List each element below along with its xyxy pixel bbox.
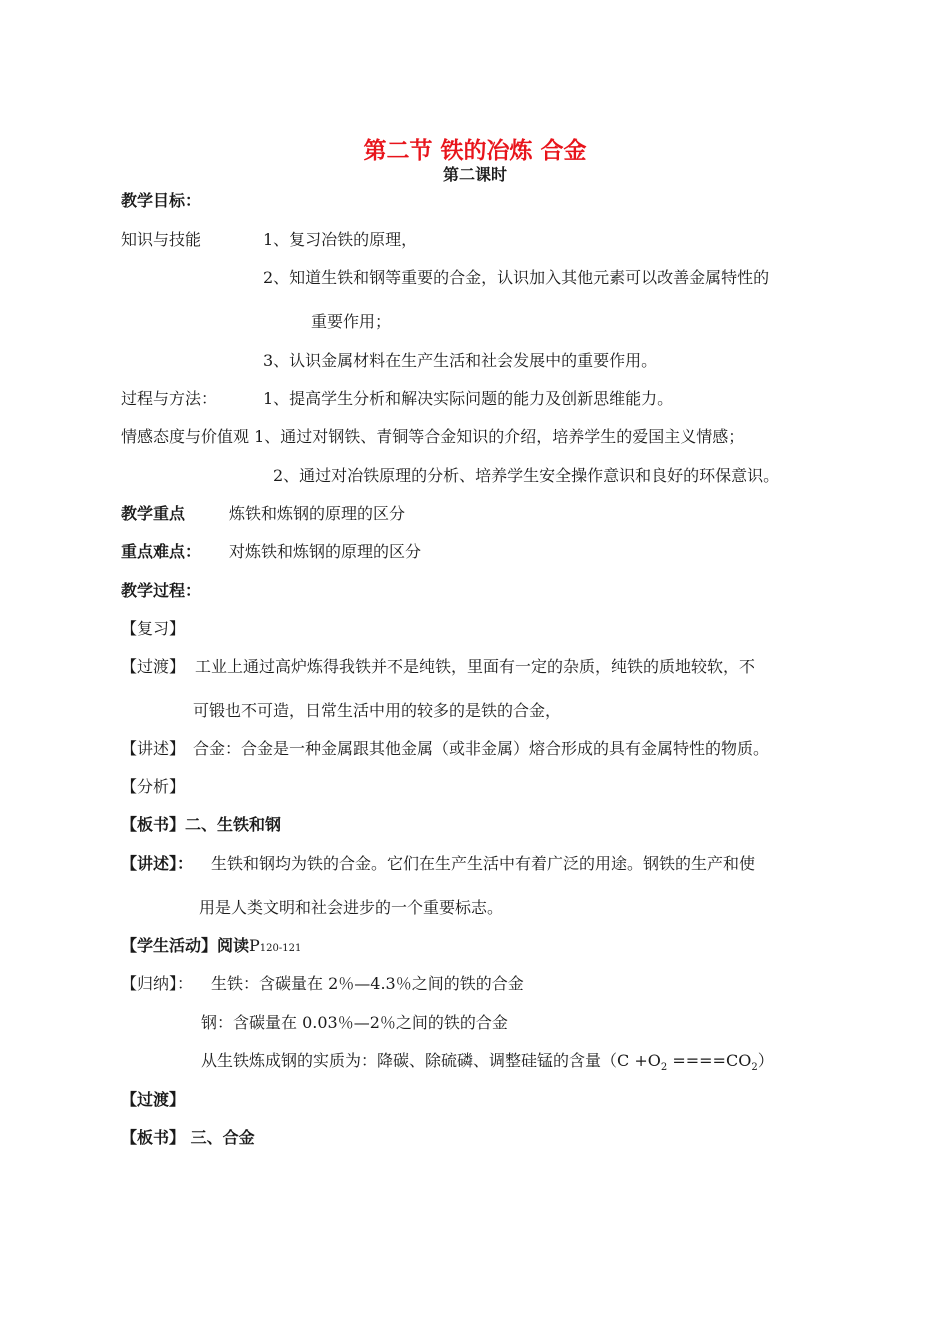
objectives-heading: 教学目标：: [121, 191, 202, 210]
procedure-heading: 教学过程：: [121, 581, 202, 600]
key-point-text: 炼铁和炼钢的原理的区分: [229, 504, 406, 523]
knowledge-item-2b: 重要作用；: [311, 312, 392, 331]
lecture2-label: 【讲述】：: [121, 854, 194, 873]
page-title: 第二节 铁的冶炼 合金: [363, 138, 587, 164]
lecture2-text-a: 生铁和钢均为铁的合金。它们在生产生活中有着广泛的用途。钢铁的生产和使: [211, 854, 756, 873]
board-heading-2: 【板书】 三、合金: [121, 1128, 255, 1147]
transition-label: 【过渡】: [121, 657, 186, 676]
student-activity: [121, 935, 301, 960]
emotion-line: 情感态度与价值观 1、通过对钢铁、青铜等合金知识的介绍，培养学生的爱国主义情感；: [121, 427, 745, 446]
board-heading-1: 【板书】二、生铁和钢: [121, 815, 282, 834]
transition-text-b: 可锻也不可造，日常生活中用的较多的是铁的合金，: [193, 701, 562, 720]
summary-steel: 钢：含碳量在 0.03％—2％之间的铁的合金: [201, 1013, 508, 1032]
knowledge-item-2a: 2、知道生铁和钢等重要的合金，认识加入其他元素可以改善金属特性的: [263, 268, 770, 287]
difficult-point-text: 对炼铁和炼钢的原理的区分: [229, 542, 422, 561]
lecture-label: 【讲述】: [121, 739, 186, 758]
summary-essence: [201, 1050, 774, 1079]
summary-pig-iron: 生铁：含碳量在 2％—4.3％之间的铁的合金: [211, 974, 524, 993]
analysis-tag: 【分析】: [121, 777, 186, 796]
essence-middle: ====CO: [667, 1051, 752, 1070]
emotion-item-2: 2、通过对冶铁原理的分析、培养学生安全操作意识和良好的环保意识。: [273, 466, 780, 485]
activity-page-p: P: [249, 936, 260, 955]
difficult-point-label: 重点难点：: [121, 542, 202, 561]
summary-label: 【归纳】：: [121, 974, 194, 993]
essence-text: 从生铁炼成钢的实质为：降碳、除硫磷、调整硅锰的含量（C +O: [201, 1051, 661, 1070]
page-subtitle: 第二课时: [442, 165, 507, 184]
knowledge-label: 知识与技能: [121, 230, 202, 249]
process-item-1: 1、提高学生分析和解决实际问题的能力及创新思维能力。: [263, 389, 674, 408]
key-point-label: 教学重点: [121, 504, 186, 523]
review-tag: 【复习】: [121, 619, 186, 638]
activity-page-range: 120-121: [259, 943, 302, 954]
knowledge-item-3: 3、认识金属材料在生产生活和社会发展中的重要作用。: [263, 351, 658, 370]
lecture2-text-b: 用是人类文明和社会进步的一个重要标志。: [199, 898, 504, 917]
essence-subscript-co2: 2: [751, 1062, 758, 1074]
process-label: 过程与方法：: [121, 389, 218, 408]
lecture-text: 合金：合金是一种金属跟其他金属（或非金属）熔合形成的具有金属特性的物质。: [193, 739, 770, 758]
activity-label: 【学生活动】阅读: [121, 936, 250, 955]
essence-end: ）: [757, 1051, 774, 1070]
transition-text-a: 工业上通过高炉炼得我铁并不是纯铁，里面有一定的杂质，纯铁的质地较软，不: [195, 657, 756, 676]
essence-subscript-o2: 2: [660, 1062, 668, 1074]
transition2-tag: 【过渡】: [121, 1090, 186, 1109]
knowledge-item-1: 1、复习冶铁的原理，: [263, 230, 418, 249]
